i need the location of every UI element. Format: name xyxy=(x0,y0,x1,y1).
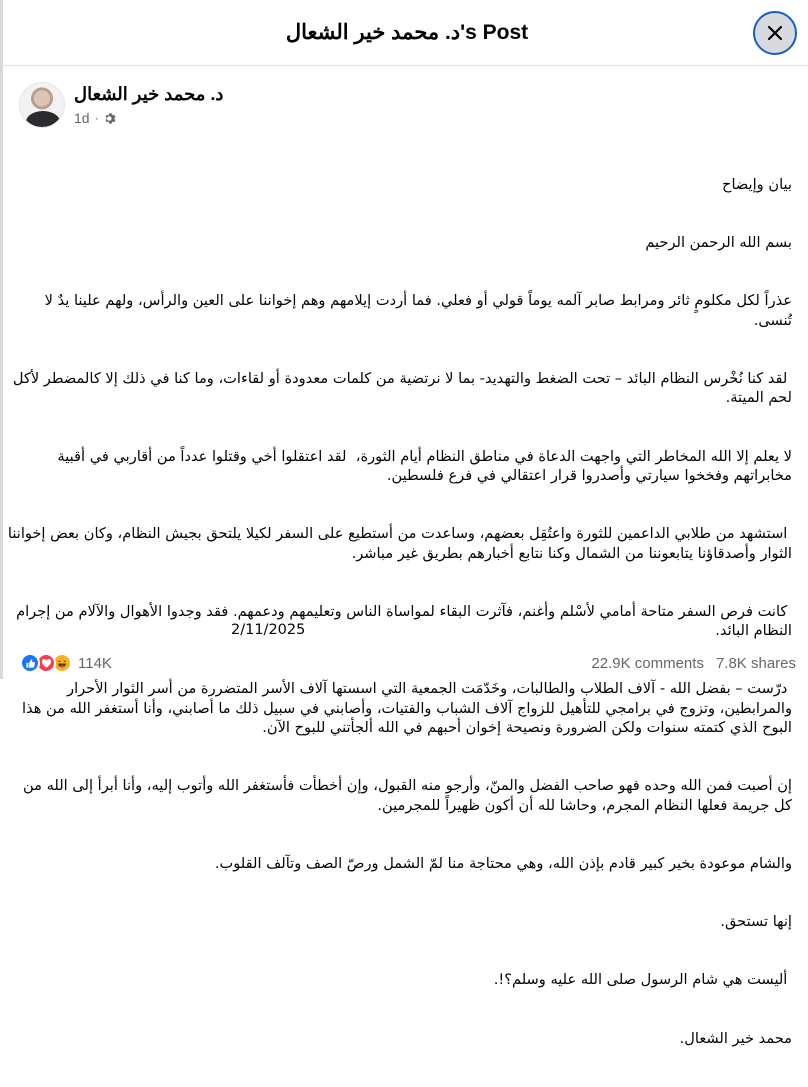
post-line: محمد خير الشعال. xyxy=(679,1029,792,1047)
like-icon xyxy=(20,653,40,673)
post-author xyxy=(19,82,223,128)
post-line: أليست هي شام الرسول صلى الله عليه وسلم؟!. xyxy=(493,971,792,989)
post-date: 2/11/2025 xyxy=(231,622,306,638)
dialog-header xyxy=(3,0,808,66)
post-line: إن أصبت فمن الله وحده فهو صاحب الفضل والمنّ، وأرجو منه القبول، وإن أخطأت فأستغفر الله وأتوب إليه، وأنا أبرأ إلى الله من كل جريمة فعلها النظام المجرم، وحاشا لله أن أكون ظهيراً للمجرمين. xyxy=(18,777,792,814)
author-meta xyxy=(74,83,223,126)
close-icon xyxy=(765,23,785,43)
post-meta xyxy=(74,110,223,126)
post-line: استشهد من طلابي الداعمين للثورة واعتُقِل بعضهم، وساعدت من أستطيع على السفر لكيلا يلتحق بجيش النظام، وكان بعض إخواننا الثوار وأصدقاؤنا يتابعوننا من الشمال وكنا نتابع أخبارهم بطريق غير مباشر. xyxy=(3,525,792,562)
shares-count[interactable]: 7.8K shares xyxy=(715,654,796,672)
gear-icon[interactable] xyxy=(104,112,117,125)
avatar[interactable] xyxy=(19,82,65,128)
post-time[interactable]: 1d xyxy=(74,110,90,126)
post-line: بيان وإيضاح xyxy=(722,175,792,193)
post-footer xyxy=(20,650,796,676)
post-line: والشام موعودة بخير كبير قادم بإذن الله، وهي محتاجة منا لمّ الشمل ورصّ الصف وتآلف القلوب. xyxy=(214,855,792,873)
post-line: لا يعلم إلا الله المخاطر التي واجهت الدعاة في مناطق النظام أيام الثورة، لقد اعتقلوا أخي وقتلوا عدداً من أقاربي في أقبية مخابراتهم وفخخوا سيارتي وأصدروا قرار اعتقالي في فرع فلسطين. xyxy=(52,447,792,484)
dialog-title: د. محمد خير الشعال's Post xyxy=(285,21,529,44)
post-line: إنها تستحق. xyxy=(720,913,792,931)
reactions-summary[interactable] xyxy=(20,653,112,673)
comments-count[interactable]: 22.9K comments xyxy=(591,654,704,672)
meta-separator: · xyxy=(94,111,99,125)
post-line: كانت فرص السفر متاحة أمامي لأسْلم وأغنم، فآثرت البقاء لمواساة الناس وتعليمهم ودعمهم. فقد وجدوا الأهوال والآلام من إجرام النظام البائد. xyxy=(11,602,792,640)
post-line: درّست – بفضل الله - آلاف الطلاب والطالبات، وخَدّمَت الجمعية التي اسستها آلاف الأسر المتضررة من أسر الثوار الأحرار والمرابطين، وتزوج في برامجي للتأهيل للزواج آلاف الشباب والفتيات، وأصابني في سبيل ذلك ما أصابني، وأنا أستغفر الله من هذا البوح الذي كتمته سنوات ولكن الضرورة ونصيحة إخوان أحبهم في الله ألجأتني للبوح الآن. xyxy=(17,680,792,737)
post-line: عذراً لكل مكلومٍ ثائر ومرابط صابر آلمه يوماً قولي أو فعلي. فما أردت إيلامهم وهم إخواننا على العين والرأس، ولهم علينا يدٌ لا تُنسى. xyxy=(39,292,792,329)
close-button[interactable] xyxy=(753,11,797,55)
post-line: بسم الله الرحمن الرحيم xyxy=(645,234,792,252)
author-name[interactable]: د. محمد خير الشعال xyxy=(74,84,224,104)
post-stats xyxy=(591,655,796,672)
post-text xyxy=(3,136,792,1087)
post-line: لقد كنا نُخْرس النظام البائد – تحت الضغط والتهديد- بما لا نرتضية من كلمات معدودة أو لقاءات، وما كنا في ذلك إلا كالمضطر لأكل لحم الميتة. xyxy=(8,369,792,407)
reaction-count: 114K xyxy=(78,654,112,672)
